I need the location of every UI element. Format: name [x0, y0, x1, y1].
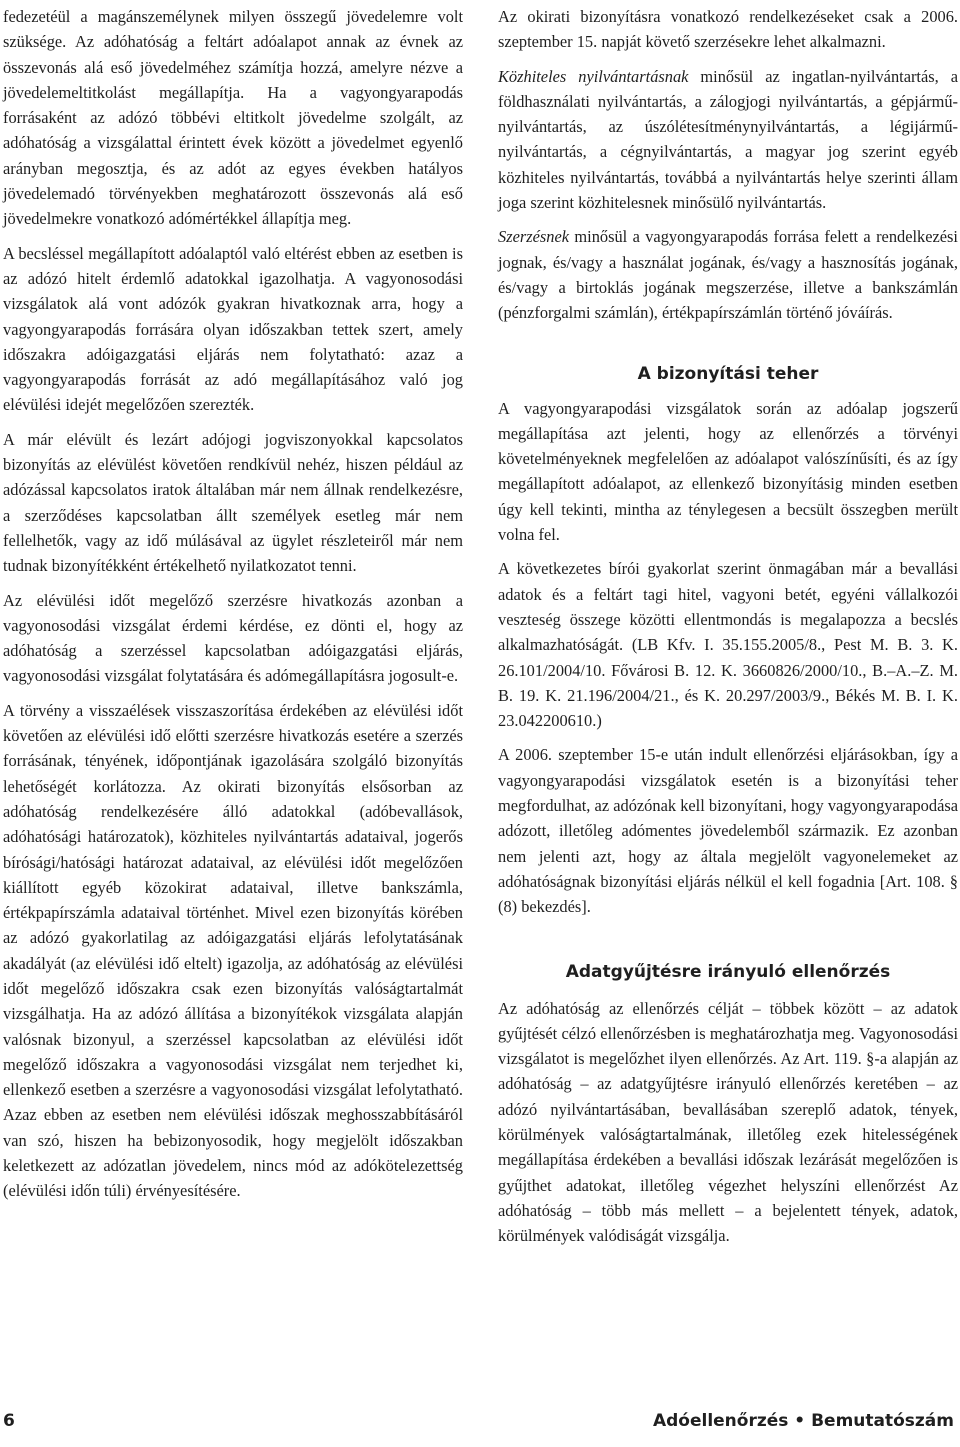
section-heading: A bizonyítási teher [637, 363, 819, 384]
defined-term: Szerzésnek [498, 227, 570, 247]
definition-paragraph [498, 64, 958, 216]
body-paragraph: A következetes bírói gyakorlat szerint önmagában már a bevallási adatok és a feltárt tagi hitel, vagyoni betét, egyéni vállalkozói veszteség összege közötti ellentmondás is megalapozza a becslés alkalmazhatóságát. (LB Kfv. I. 35.155.2005/8., Pest M. B. 3. K. 26.101/2004/10. Fővárosi B. 12. K. 3660826/2000/10., B.–A.–Z. M. B. 19. K. 21.196/2004/21., és K. 20.297/2003/9., Békés M. B. I. K. 23.042200610.) [498, 559, 958, 731]
defined-term: Közhiteles nyilvántartásnak [498, 66, 689, 86]
definition-text: minősül az ingatlan-nyilvántartás, a földhasználati nyilvántartás, a zálogjogi nyilvántartás, a gépjármű-nyilvántartás, az úszólétesítménynyilvántartás, a légijármű-nyilvántartás, a cégnyilvántartás, a magyar jog szerint egyéb közhiteles nyilvántartás, továbbá a nyilvántartás helye szerinti állam joga szerint közhitelesnek minősülő nyilvántartás. [498, 66, 958, 213]
body-paragraph: Az adóhatóság az ellenőrzés célját – többek között – az adatok gyűjtését célzó ellenőrzésben is meghatározhatja meg. Vagyonosodási vizsgálatot is megelőzhet ilyen ellenőrzés. Az Art. 119. §-a alapján az adóhatóság – az adatgyűjtésre irányuló ellenőrzés keretében – az adózó nyilvántartásában, bevallásában szereplő adatok, tények, körülmények valóságtartalmának, illetőleg ezek hitelességének megállapítása érdekében a bevallási időszak lezárását megelőzően is gyűjthet adatokat, illetőleg végezhet helyszíni ellenőrzést Az adóhatóság – több más mellett – a bejelentett tények, adatok, körülmények valódiságát vizsgálja. [498, 998, 958, 1246]
body-paragraph: fedezetéül a magánszemélynek milyen összegű jövedelemre volt szüksége. Az adóhatóság a feltárt adóalapot annak az évnek az összevonás alá eső jövedelméhez számítja hozzá, amelyre nézve a jövedelemeltitkolást megállapítja. Ha a vagyongyarapodás forrásaként az adózó többévi eltitkolt jövedelme szolgált, az adóhatóság a vizsgálattal érintett évek között a jövedelmet egyenlő arányban megosztja, és az adót az egyes években hatályos jövedelemadó törvényekben meghatározott összevonás alá eső jövedelmekre vonatkozó adómértékkel állapítja meg. [3, 7, 463, 229]
page-number: 6 [3, 1411, 15, 1431]
running-title: Adóellenőrzés • Bemutatószám [652, 1411, 954, 1431]
right-column [498, 4, 958, 1257]
body-paragraph: Az elévülési időt megelőző szerzésre hivatkozás azonban a vagyonosodási vizsgálat érdemi kérdése, ez dönti el, hogy az adóhatóság a szerzéssel kapcsolatban adóigazgatási eljárás, vagyonosodási vizsgálat folytatására és adómegállapításra jogosult-e. [3, 590, 463, 686]
body-paragraph: A már elévült és lezárt adójogi jogviszonyokkal kapcsolatos bizonyítás az elévülést követően rendkívül nehéz, hiszen például az adózással kapcsolatos iratok általában már nem állnak rendelkezésre, a szerződéses kapcsolatban állt személyek esetleg már nem fellelhetők, vagy az idő múlásával az ügylet részleteiről már nem tudnak bizonyítékként értékelhető nyilatkozatot tenni. [3, 429, 463, 576]
body-paragraph: A vagyongyarapodási vizsgálatok során az adóalap jogszerű megállapítása azt jelenti, hogy az ellenőrzés a törvényi követelményeknek megfelelően az adóalapot valószínűsíti, és az így megállapított adóalapot, az ellenkező bizonyításig minden esetben úgy kell tekinti, mintha az ténylegesen a becsült összegben merült volna fel. [498, 398, 958, 545]
page-footer [0, 1411, 960, 1441]
definition-paragraph [498, 224, 958, 325]
body-paragraph: A törvény a visszaélések visszaszorítása érdekében az elévülési időt követően az elévülési idő előtti szerzésre hivatkozás esetére a szerzés forrásának, tényének, időpontjának igazolására szolgáló bizonyítás lehetőségét korlátozza. Az okirati bizonyítás elsősorban az adóhatóság rendelkezésére álló adatokkal (adóbevallások, adóhatósági határozatok), közhiteles nyilvántartás adataival, jogerős bírósági/hatósági határozat adataival, az elévülési időt megelőzően kiállított egyéb közokirat adataival, illetve bankszámla, értékpapírszámla adataival történhet. Mivel ezen bizonyítás körében az adózó gyakorlatilag az adóigazgatási eljárás lefolytatásának akadályát (az elévülési idő eltelt) igazolja, az adóhatóság az elévülési időt megelőző időszakra csak ezen bizonyítás valóságtartalmát vizsgálhatja. Ha az adózó állítása a bizonyítékok vizsgálata alapján valósnak bizonyul, a szerzéssel kapcsolatban az elévülési időt megelőző időszakra a vagyonosodási vizsgálat nem terjedhet ki, ellenkező esetben a szerzésre a vagyonosodási vizsgálat lefolytatható. Azaz ebben az esetben nem elévülési időszak meghosszabbításáról van szó, hiszen ha bebizonyosodik, hogy megjelölt időszakban keletkezett az adózatlan jövedelem, nincs mód az adókötelezettség (elévülési időn túli) érvényesítésére. [3, 700, 463, 1201]
body-paragraph: A 2006. szeptember 15-e után indult ellenőrzési eljárásokban, így a vagyongyarapodási vizsgálatok esetén is a bizonyítási teher megfordulhat, az adózónak kell bizonyítani, hogy vagyongyarapodása adózott, illetőleg adómentes jövedelemből származik. Ez azonban nem jelenti azt, hogy az általa megjelölt vagyonelemeket az adóhatóságnak bizonyítási eljárás nélkül el kell fogadnia [Art. 108. § (8) bekezdés]. [498, 745, 958, 917]
section-heading: Adatgyűjtésre irányuló ellenőrzés [565, 961, 891, 982]
left-column [3, 4, 463, 1213]
body-paragraph: Az okirati bizonyításra vonatkozó rendelkezéseket csak a 2006. szeptember 15. napját követő szerzésekre lehet alkalmazni. [498, 7, 958, 52]
definition-text: minősül a vagyongyarapodás forrása felett a rendelkezési jognak, és/vagy a használat jogának, és/vagy a hasznosítás jogának, és/vagy a birtoklás jogának megszerzése, illetve a bankszámlán (pénzforgalmi számlán), értékpapírszámlán történő jóváírás. [498, 227, 958, 323]
body-paragraph: A becsléssel megállapított adóalaptól való eltérést ebben az esetben is az adózó hitelt érdemlő adatokkal igazolhatja. A vagyonosodási vizsgálatok alá vont adózók gyakran hivatkoznak arra, hogy a vagyongyarapodás forrására olyan időszakban tettek szert, amely időszakra adóigazgatási eljárás nem folytatható: azaz a vagyongyarapodás forrását az adó megállapításához való jog elévülési idejét megelőzően szerezték. [3, 243, 463, 415]
